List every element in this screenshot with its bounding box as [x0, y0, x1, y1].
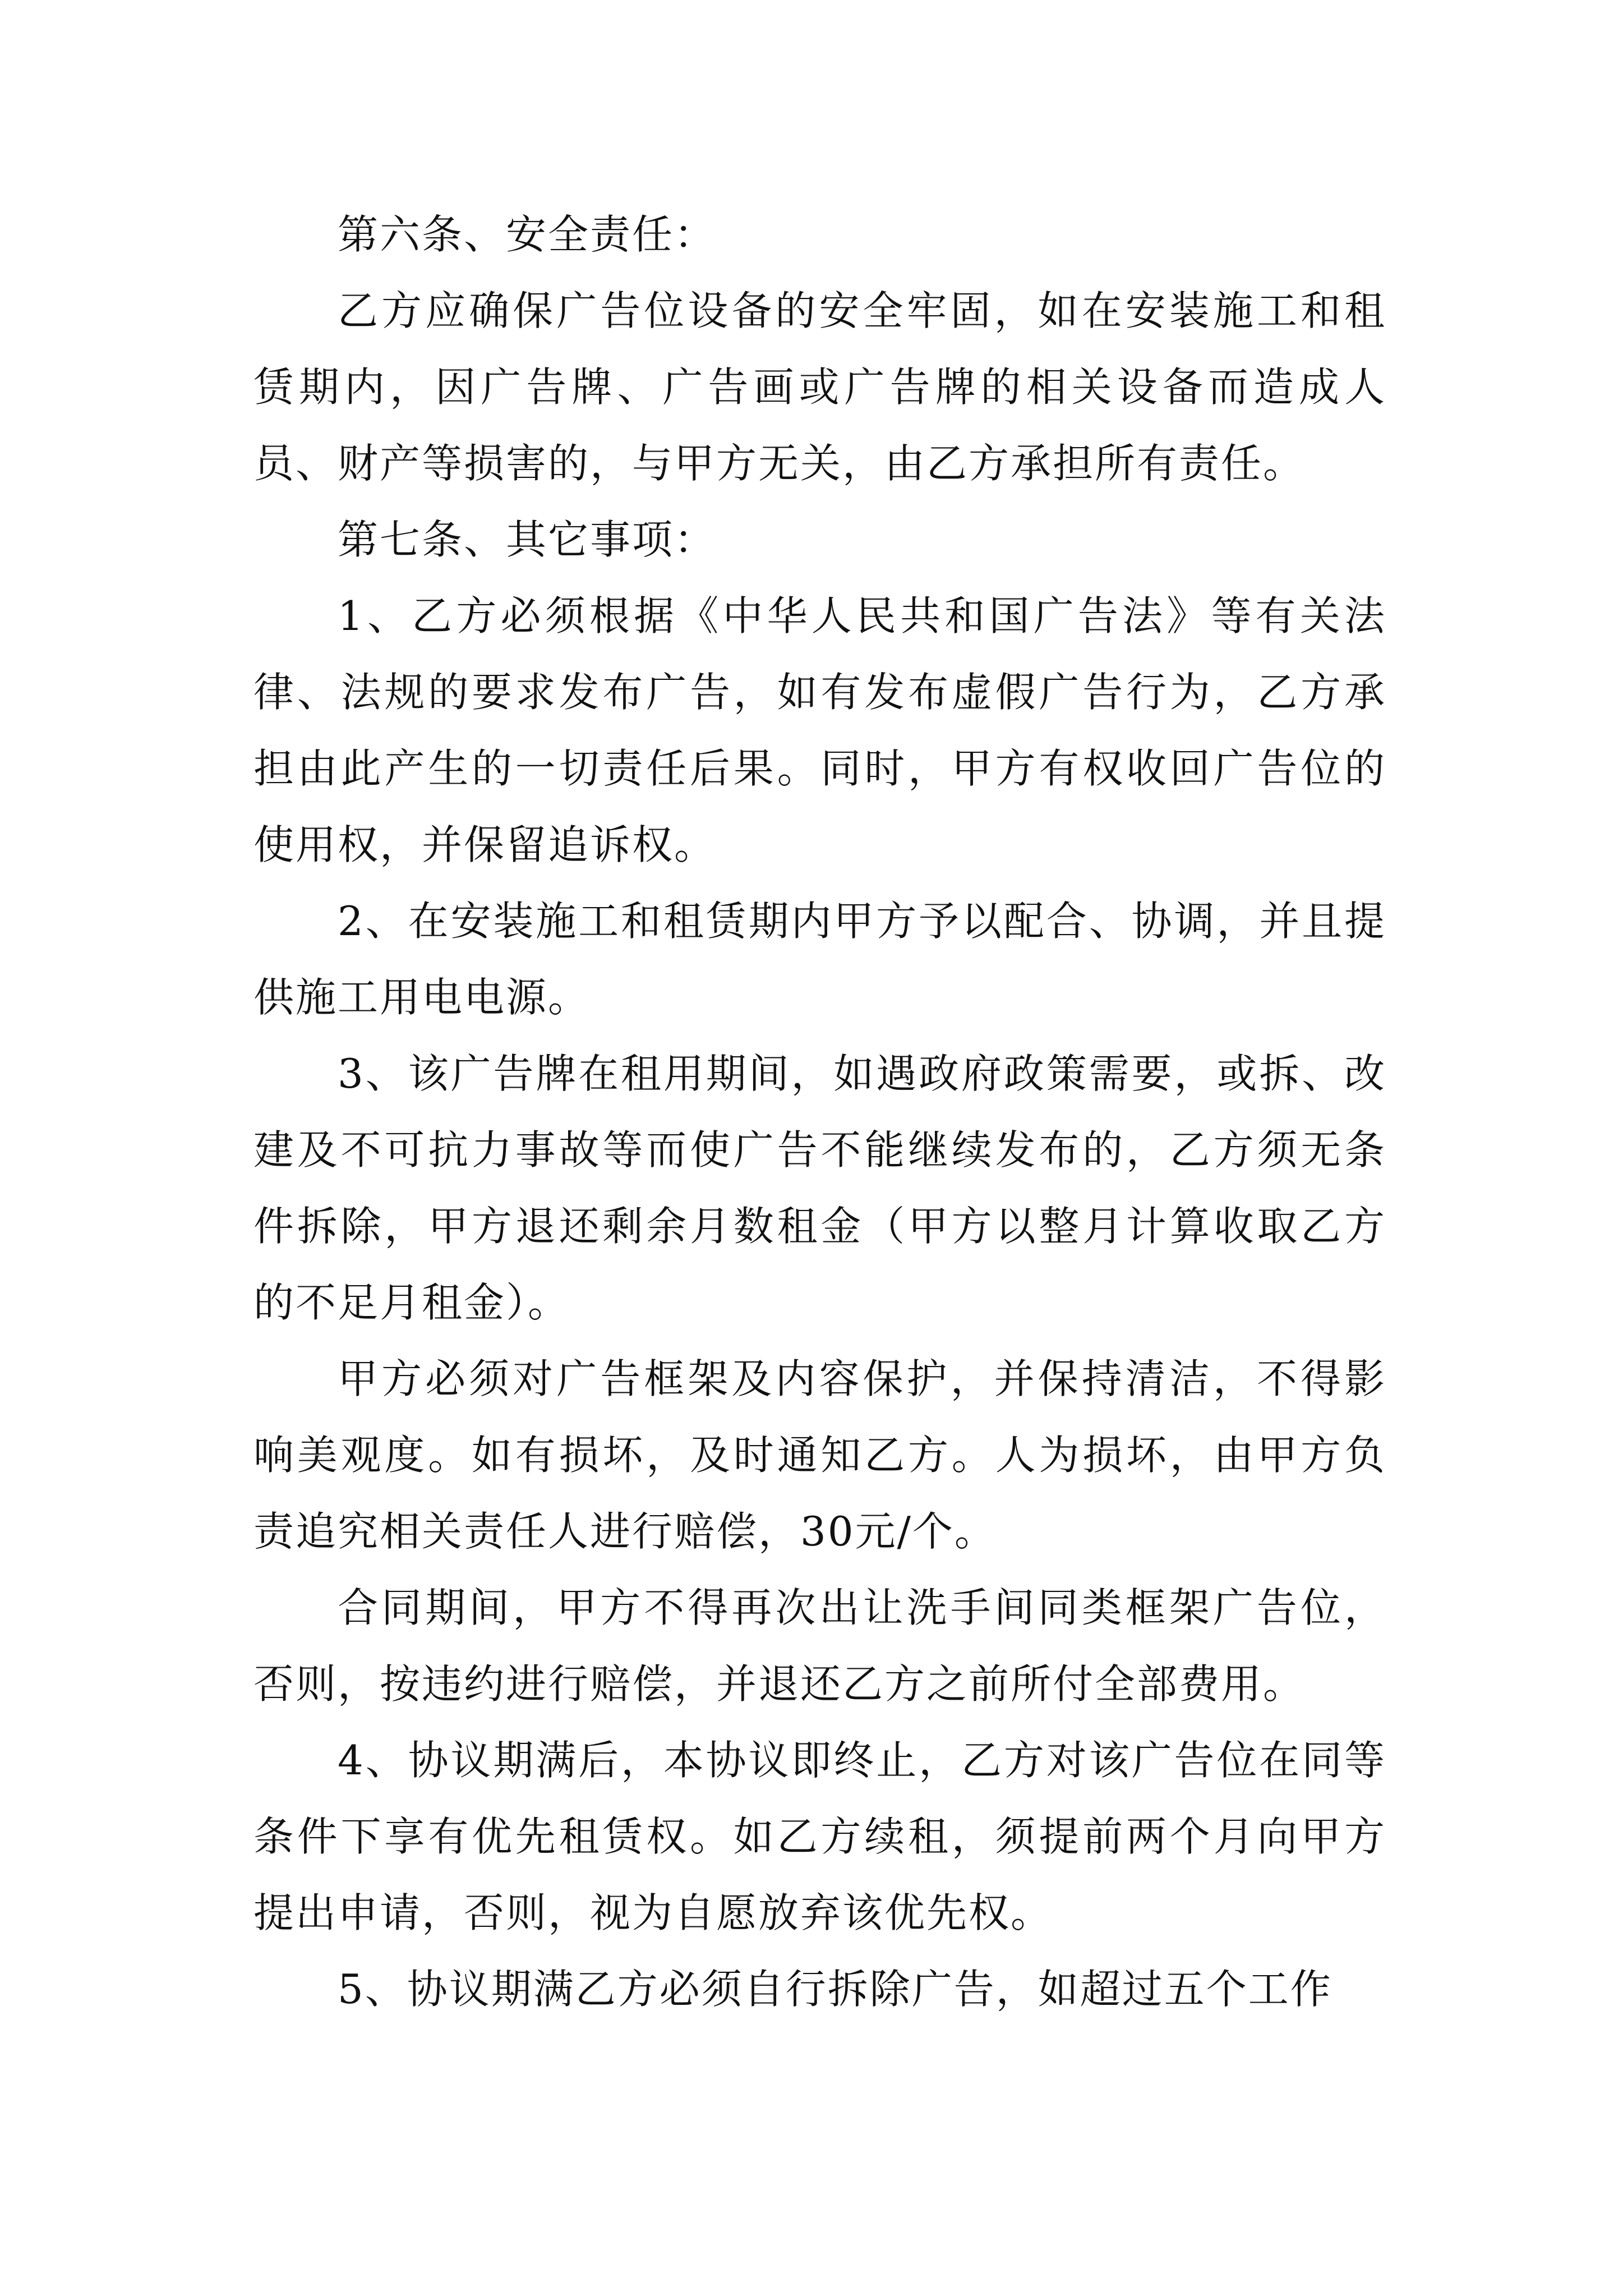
clause-5-paragraph: 5、协议期满乙方必须自行拆除广告，如超过五个工作	[338, 1966, 1332, 2013]
document-body	[253, 196, 1386, 2027]
frame-protection-paragraph: 甲方必须对广告框架及内容保护，并保持清洁，不得影响美观度。如有损坏，及时通知乙方。人为损坏，由甲方负责追究相关责任人进行赔偿，30元/个。	[253, 1355, 1386, 1555]
article-six-heading: 第六条、安全责任：	[338, 211, 717, 258]
clause-3-paragraph: 3、该广告牌在租用期间，如遇政府政策需要，或拆、改建及不可抗力事故等而使广告不能继续发布的，乙方须无条件拆除，甲方退还剩余月数租金（甲方以整月计算收取乙方的不足月租金）。	[253, 1050, 1386, 1326]
article-seven-heading: 第七条、其它事项：	[338, 516, 717, 563]
clause-2-paragraph: 2、在安装施工和租赁期内甲方予以配合、协调，并且提供施工用电电源。	[253, 898, 1386, 1021]
contract-period-paragraph: 合同期间，甲方不得再次出让洗手间同类框架广告位，否则，按违约进行赔偿，并退还乙方之前所付全部费用。	[253, 1584, 1386, 1708]
clause-1-paragraph: 1、乙方必须根据《中华人民共和国广告法》等有关法律、法规的要求发布广告，如有发布虚假广告行为，乙方承担由此产生的一切责任后果。同时，甲方有权收回广告位的使用权，并保留追诉权。	[253, 592, 1386, 868]
clause-4-paragraph: 4、协议期满后，本协议即终止，乙方对该广告位在同等条件下享有优先租赁权。如乙方续租，须提前两个月向甲方提出申请，否则，视为自愿放弃该优先权。	[253, 1737, 1386, 1936]
safety-responsibility-paragraph: 乙方应确保广告位设备的安全牢固，如在安装施工和租赁期内，因广告牌、广告画或广告牌的相关设备而造成人员、财产等损害的，与甲方无关，由乙方承担所有责任。	[253, 287, 1386, 487]
